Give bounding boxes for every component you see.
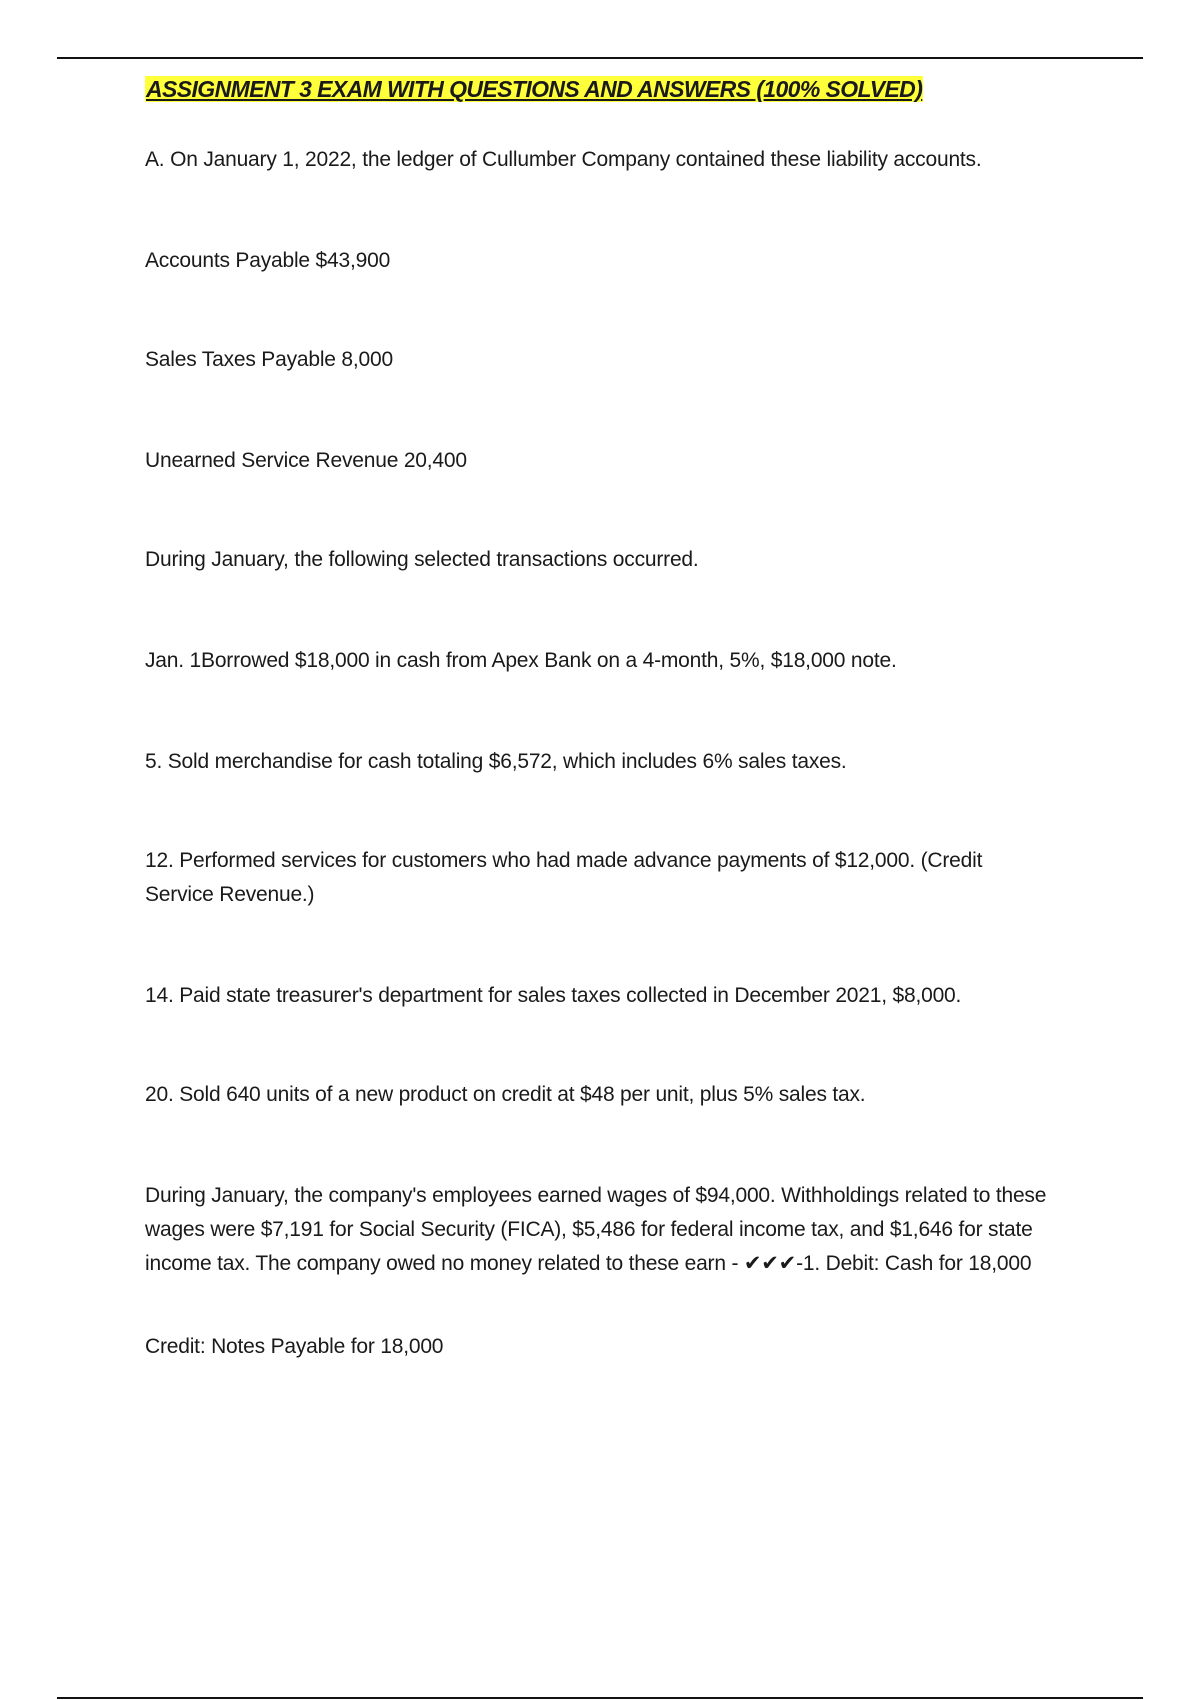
account-line: Accounts Payable $43,900 [145, 249, 391, 272]
answer-credit-line: Credit: Notes Payable for 18,000 [145, 1335, 444, 1358]
transactions-heading: During January, the following selected transactions occurred. [145, 548, 699, 571]
intro-paragraph: A. On January 1, 2022, the ledger of Cullumber Company contained these liability accounts. [145, 148, 982, 171]
transaction-item: Jan. 1Borrowed $18,000 in cash from Apex Bank on a 4-month, 5%, $18,000 note. [145, 649, 897, 672]
title-line [145, 72, 923, 106]
account-line: Unearned Service Revenue 20,400 [145, 449, 467, 472]
bottom-rule [57, 1697, 1143, 1699]
wages-paragraph: During January, the company's employees earned wages of $94,000. Withholdings related to these wages were $7,191 for Social Security (FICA), $5,486 for federal income tax, and $1,646 for state income tax. The company owed no money related to these earn - ✔✔✔-1. Debit: Cash for 18,000 [145, 1184, 1047, 1275]
document-title: ASSIGNMENT 3 EXAM WITH QUESTIONS AND ANSWERS (100% SOLVED) [146, 76, 923, 102]
transaction-item: 20. Sold 640 units of a new product on credit at $48 per unit, plus 5% sales tax. [145, 1083, 866, 1106]
transaction-item: 5. Sold merchandise for cash totaling $6,572, which includes 6% sales taxes. [145, 750, 847, 773]
top-rule [57, 57, 1143, 59]
transaction-item: 12. Performed services for customers who had made advance payments of $12,000. (Credit Service Revenue.) [145, 849, 983, 906]
transaction-item: 14. Paid state treasurer's department for sales taxes collected in December 2021, $8,000. [145, 984, 962, 1007]
account-line: Sales Taxes Payable 8,000 [145, 348, 393, 371]
